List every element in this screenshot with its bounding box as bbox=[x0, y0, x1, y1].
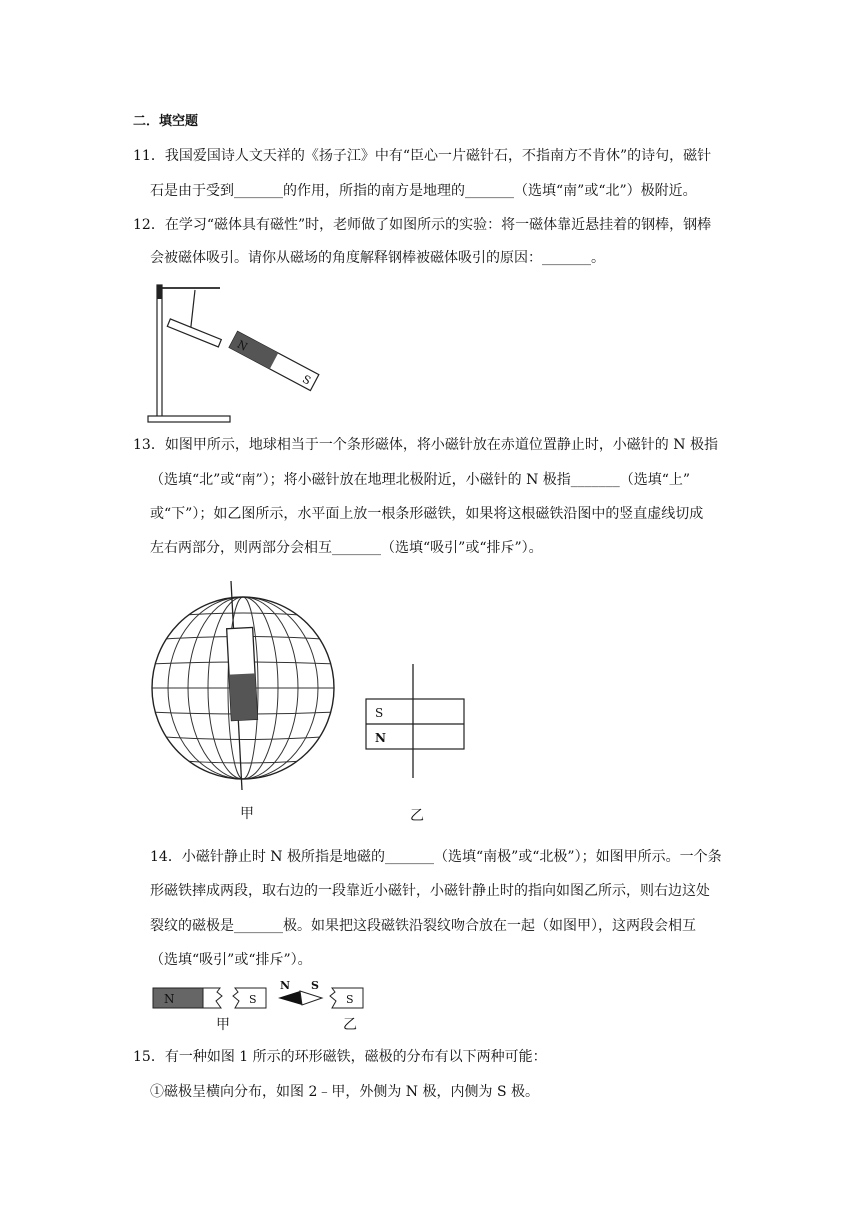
q14-fig-n-label: N bbox=[164, 992, 175, 1006]
q14-line-2: 形磁铁摔成两段，取右边的一段靠近小磁针，小磁针静止时的指向如图乙所示，则右边这处 bbox=[150, 883, 710, 899]
q14-line-4: （选填“吸引”或“排斥”）。 bbox=[150, 952, 312, 968]
q13-magnet-cut-figure bbox=[360, 660, 470, 780]
q12-figure-stand-magnet bbox=[140, 280, 340, 430]
q14-fig-a-label: 甲 bbox=[216, 1017, 230, 1033]
q13-fig-b-s-label: S bbox=[375, 706, 384, 720]
q14-fig-s2-label: S bbox=[346, 993, 354, 1006]
q13-line-1: 13．如图甲所示，地球相当于一个条形磁体，将小磁针放在赤道位置静止时，小磁针的 N 极指 bbox=[133, 437, 718, 453]
q14-line-1: 14．小磁针静止时 N 极所指是地磁的_______（选填“南极”或“北极”）；如图甲所示。一个条 bbox=[150, 849, 722, 865]
q11-line-1: 11．我国爱国诗人文天祥的《扬子江》中有“臣心一片磁针石，不指南方不肯休”的诗句，磁针 bbox=[133, 148, 712, 164]
q14-fig-b-label: 乙 bbox=[343, 1017, 357, 1033]
section-title: 二．填空题 bbox=[133, 114, 199, 129]
q14-needle-n-label: N bbox=[280, 979, 291, 992]
q15-line-2: ①磁极呈横向分布，如图 2﹣甲，外侧为 N 极，内侧为 S 极。 bbox=[150, 1084, 539, 1100]
q13-fig-b-n-label: N bbox=[375, 731, 386, 745]
q13-globe-figure bbox=[150, 578, 350, 793]
q14-line-3: 裂纹的磁极是_______极。如果把这段磁铁沿裂纹吻合放在一起（如图甲），这两段会相互 bbox=[150, 918, 696, 934]
q14-fig-s-label: S bbox=[249, 993, 257, 1006]
q14-needle-s-label: S bbox=[311, 979, 319, 992]
q13-line-2: （选填“北”或“南”）；将小磁针放在地理北极附近，小磁针的 N 极指_______（选填“上” bbox=[150, 472, 691, 488]
q13-line-4: 左右两部分，则两部分会相互_______（选填“吸引”或“排斥”）。 bbox=[150, 540, 543, 556]
q15-line-1: 15．有一种如图 1 所示的环形磁铁，磁极的分布有以下两种可能： bbox=[133, 1049, 547, 1065]
q13-fig-a-label: 甲 bbox=[240, 806, 254, 822]
q13-fig-b-label: 乙 bbox=[410, 808, 424, 824]
q12-magnet-n-label: N bbox=[234, 337, 250, 354]
q12-line-2: 会被磁体吸引。请你从磁场的角度解释钢棒被磁体吸引的原因：_______。 bbox=[150, 250, 605, 266]
q12-line-1: 12．在学习“磁体具有磁性”时，老师做了如图所示的实验：将一磁体靠近悬挂着的钢棒，钢棒 bbox=[133, 217, 712, 233]
q11-line-2: 石是由于受到_______的作用，所指的南方是地理的_______（选填“南”或“北”）极附近。 bbox=[150, 183, 697, 199]
q13-line-3: 或“下”）；如乙图所示，水平面上放一根条形磁铁，如果将这根磁铁沿图中的竖直虚线切成 bbox=[150, 506, 704, 522]
q12-magnet-s-label: S bbox=[300, 372, 314, 388]
